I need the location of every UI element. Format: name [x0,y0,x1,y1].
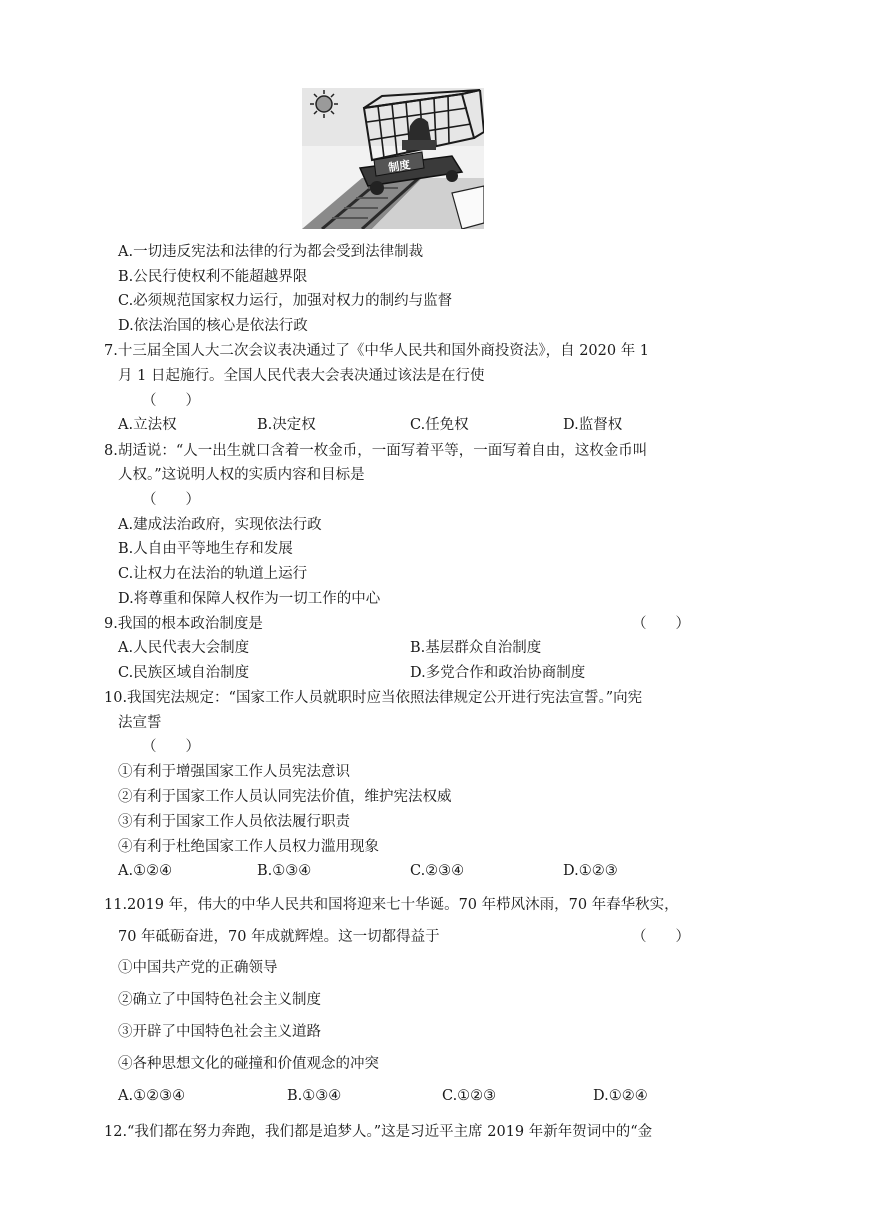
q9-stem: 9.我国的根本政治制度是 [104,616,263,632]
q10-option-b: B.①③④ [257,863,312,879]
q11-option-a: A.①②③④ [118,1088,186,1104]
q10-item-4: ④有利于杜绝国家工作人员权力滥用现象 [118,839,379,855]
q10-answer-blank: （ ） [142,739,200,755]
q7-option-b: B.决定权 [257,417,316,433]
q12-stem-line1: 12.“我们都在努力奔跑，我们都是追梦人。”这是习近平主席 2019 年新年贺词中的“金 [104,1124,653,1140]
q7-stem-line2: 月 1 日起施行。全国人民代表大会表决通过该法是在行使 [118,368,485,384]
q9-option-b: B.基层群众自治制度 [410,640,542,656]
q8-stem-line1: 8.胡适说：“人一出生就口含着一枚金币，一面写着平等，一面写着自由，这枚金币叫 [104,443,648,459]
q11-stem-line1: 11.2019 年，伟大的中华人民共和国将迎来七十华诞。70 年栉风沐雨，70 年春华秋实， [104,897,679,913]
q8-stem-line2: 人权。”这说明人权的实质内容和目标是 [118,467,365,483]
cartoon-figure [302,88,484,229]
q7-option-a: A.立法权 [118,417,177,433]
q11-option-c: C.①②③ [442,1088,497,1104]
q10-option-d: D.①②③ [563,863,618,879]
q7-answer-blank: （ ） [142,393,200,409]
q7-stem-line1: 7.十三届全国人大二次会议表决通过了《中华人民共和国外商投资法》，自 2020 年 1 [104,343,650,359]
q10-stem-line2: 法宣誓 [118,715,162,731]
q10-item-1: ①有利于增强国家工作人员宪法意识 [118,764,350,780]
q10-option-c: C.②③④ [410,863,465,879]
q11-answer-blank: （ ） [632,929,690,945]
q9-option-a: A.人民代表大会制度 [118,640,250,656]
q9-answer-blank: （ ） [632,616,690,632]
q11-item-3: ③开辟了中国特色社会主义道路 [118,1024,321,1040]
q10-stem-line1: 10.我国宪法规定：“国家工作人员就职时应当依照法律规定公开进行宪法宣誓。”向宪 [104,690,643,706]
q6-option-a: A.一切违反宪法和法律的行为都会受到法律制裁 [118,244,424,260]
q8-option-a: A.建成法治政府，实现依法行政 [118,517,322,533]
q9-option-c: C.民族区域自治制度 [118,665,250,681]
q6-option-b: B.公民行使权利不能超越界限 [118,269,308,285]
q6-option-d: D.依法治国的核心是依法行政 [118,318,308,334]
q7-option-c: C.任免权 [410,417,469,433]
q10-option-a: A.①②④ [118,863,173,879]
q7-option-d: D.监督权 [563,417,623,433]
q11-option-b: B.①③④ [287,1088,342,1104]
cart-label: 制度 [387,158,412,175]
q9-option-d: D.多党合作和政治协商制度 [410,665,586,681]
q10-item-2: ②有利于国家工作人员认同宪法价值，维护宪法权威 [118,789,452,805]
q10-item-3: ③有利于国家工作人员依法履行职责 [118,814,350,830]
q11-item-1: ①中国共产党的正确领导 [118,960,278,976]
q11-option-d: D.①②④ [593,1088,648,1104]
q11-item-4: ④各种思想文化的碰撞和价值观念的冲突 [118,1056,379,1072]
q8-answer-blank: （ ） [142,492,200,508]
q11-item-2: ②确立了中国特色社会主义制度 [118,992,321,1008]
q8-option-d: D.将尊重和保障人权作为一切工作的中心 [118,591,381,607]
q11-stem-line2: 70 年砥砺奋进，70 年成就辉煌。这一切都得益于 [118,929,440,945]
q8-option-b: B.人自由平等地生存和发展 [118,541,293,557]
q8-option-c: C.让权力在法治的轨道上运行 [118,566,308,582]
q6-option-c: C.必须规范国家权力运行，加强对权力的制约与监督 [118,293,453,309]
